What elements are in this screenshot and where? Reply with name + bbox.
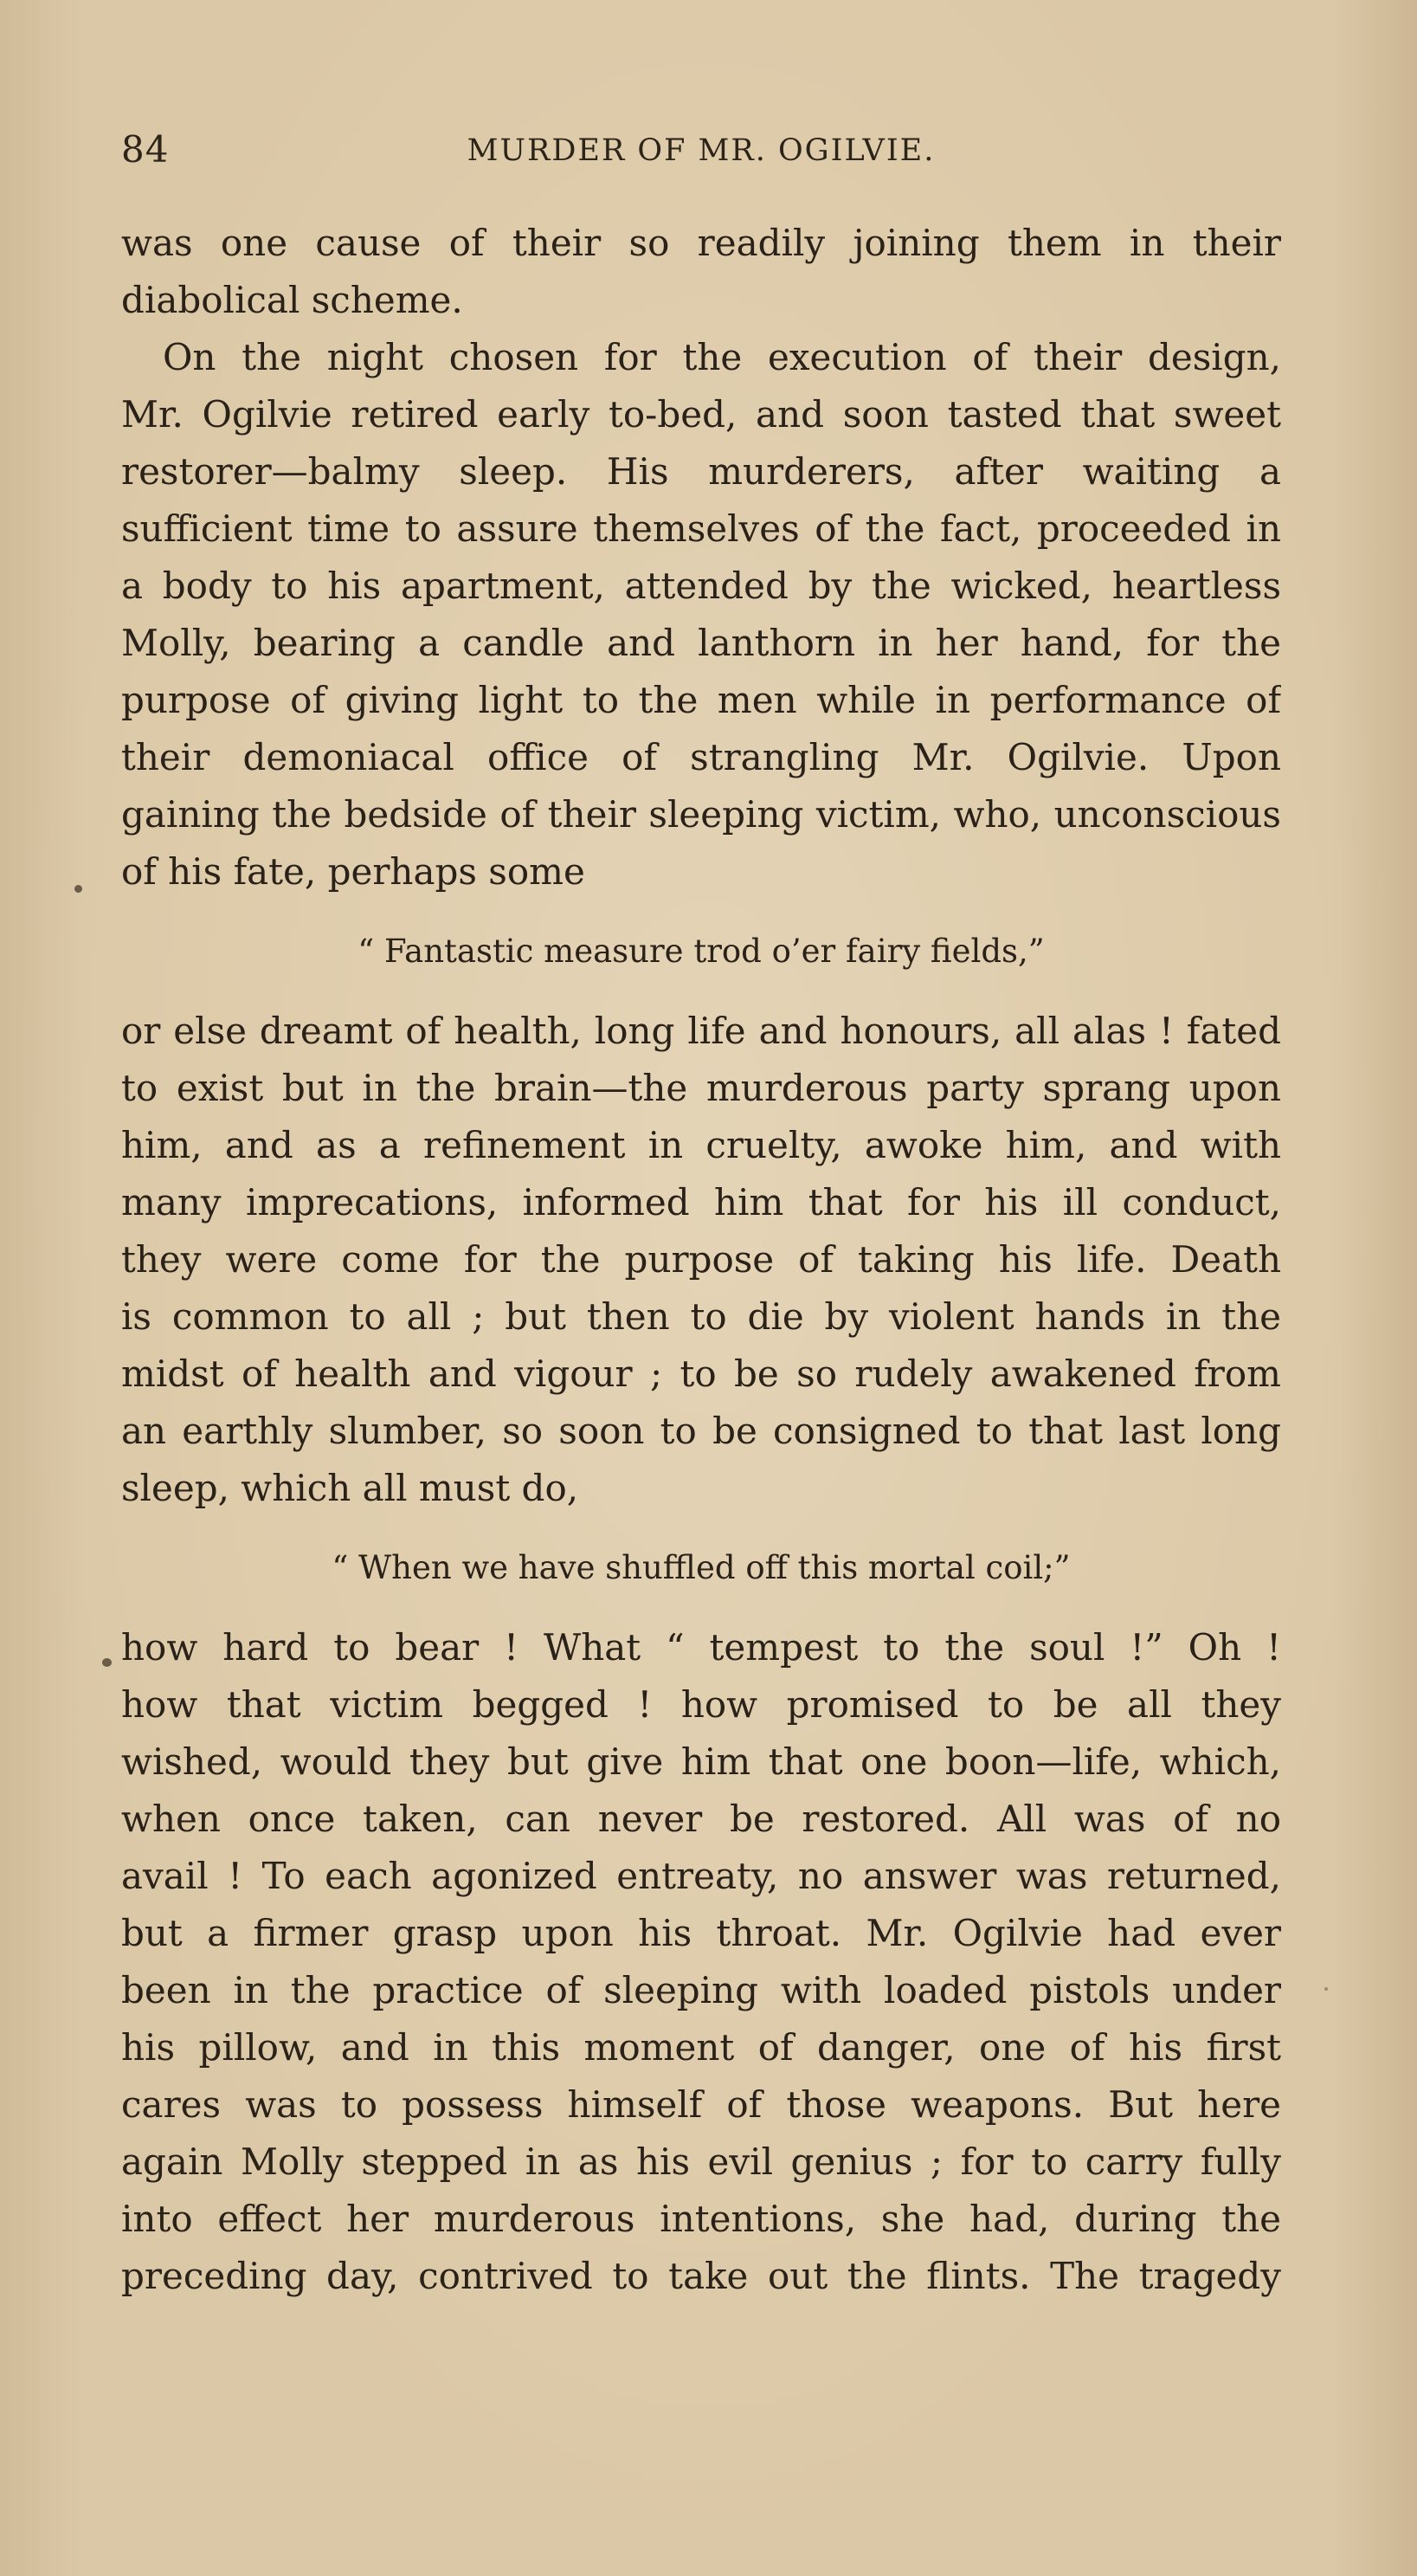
text-line: Molly, bearing a candle and lanthorn in her hand, for the: [121, 622, 1281, 664]
text-line: been in the practice of sleeping with loaded pistols under: [121, 1969, 1281, 2011]
text-line: sufficient time to assure themselves of the fact, proceeded in: [121, 507, 1281, 550]
text-line: him, and as a refinement in cruelty, awoke him, and with: [121, 1124, 1281, 1166]
text-line: their demoniacal office of strangling Mr. Ogilvie. Upon: [121, 736, 1281, 778]
paragraph-4: [121, 1619, 1281, 2305]
text-line: to exist but in the brain—the murderous party sprang upon: [121, 1067, 1281, 1109]
paragraph-1: [121, 215, 1281, 329]
page-number: 84: [121, 128, 170, 171]
text-line: they were come for the purpose of taking his life. Death: [121, 1238, 1281, 1281]
text-line: avail ! To each agonized entreaty, no answer was returned,: [121, 1855, 1281, 1897]
text-line: into effect her murderous intentions, she had, during the: [121, 2198, 1281, 2240]
text-line: or else dreamt of health, long life and honours, all alas ! fated: [121, 1010, 1281, 1052]
body-text: [121, 215, 1281, 2305]
verse-quote-1: “ Fantastic measure trod o’er fairy fields,”: [357, 933, 1045, 970]
text-line: On the night chosen for the execution of their design,: [163, 336, 1281, 378]
text-line: restorer—balmy sleep. His murderers, after waiting a: [121, 450, 1281, 493]
page-header: [121, 128, 1281, 189]
ink-speck: [1324, 1987, 1328, 1991]
text-line: when once taken, can never be restored. All was of no: [121, 1798, 1281, 1840]
text-line: but a firmer grasp upon his throat. Mr. Ogilvie had ever: [121, 1912, 1281, 1954]
paragraph-3: [121, 1003, 1281, 1517]
text-line: again Molly stepped in as his evil genius ; for to carry fully: [121, 2140, 1281, 2183]
text-line: of his fate, perhaps some: [121, 850, 585, 893]
text-line: preceding day, contrived to take out the flints. The tragedy: [121, 2255, 1281, 2297]
ink-speck: [74, 885, 82, 893]
text-line: is common to all ; but then to die by violent hands in the: [121, 1295, 1281, 1338]
text-line: diabolical scheme.: [121, 279, 463, 321]
text-line: wished, would they but give him that one boon—life, which,: [121, 1740, 1281, 1783]
text-line: Mr. Ogilvie retired early to-bed, and soon tasted that sweet: [121, 393, 1281, 436]
verse-quote-2: “ When we have shuffled off this mortal coil;”: [332, 1549, 1071, 1586]
text-line: gaining the bedside of their sleeping victim, who, unconscious: [121, 793, 1281, 836]
ink-speck: [102, 1658, 112, 1667]
text-line: a body to his apartment, attended by the wicked, heartless: [121, 565, 1281, 607]
running-head: MURDER OF MR. OGILVIE.: [467, 133, 936, 168]
text-line: an earthly slumber, so soon to be consigned to that last long: [121, 1410, 1281, 1452]
paragraph-2: [121, 329, 1281, 901]
text-line: sleep, which all must do,: [121, 1467, 579, 1509]
text-line: his pillow, and in this moment of danger, one of his first: [121, 2026, 1281, 2069]
text-line: how hard to bear ! What “ tempest to the soul !” Oh !: [121, 1626, 1281, 1669]
text-line: purpose of giving light to the men while in performance of: [121, 679, 1281, 721]
text-line: cares was to possess himself of those weapons. But here: [121, 2083, 1281, 2126]
text-line: how that victim begged ! how promised to be all they: [121, 1683, 1281, 1726]
text-line: midst of health and vigour ; to be so rudely awakened from: [121, 1353, 1281, 1395]
text-line: many imprecations, informed him that for his ill conduct,: [121, 1181, 1281, 1223]
text-line: was one cause of their so readily joining them in their: [121, 222, 1281, 264]
